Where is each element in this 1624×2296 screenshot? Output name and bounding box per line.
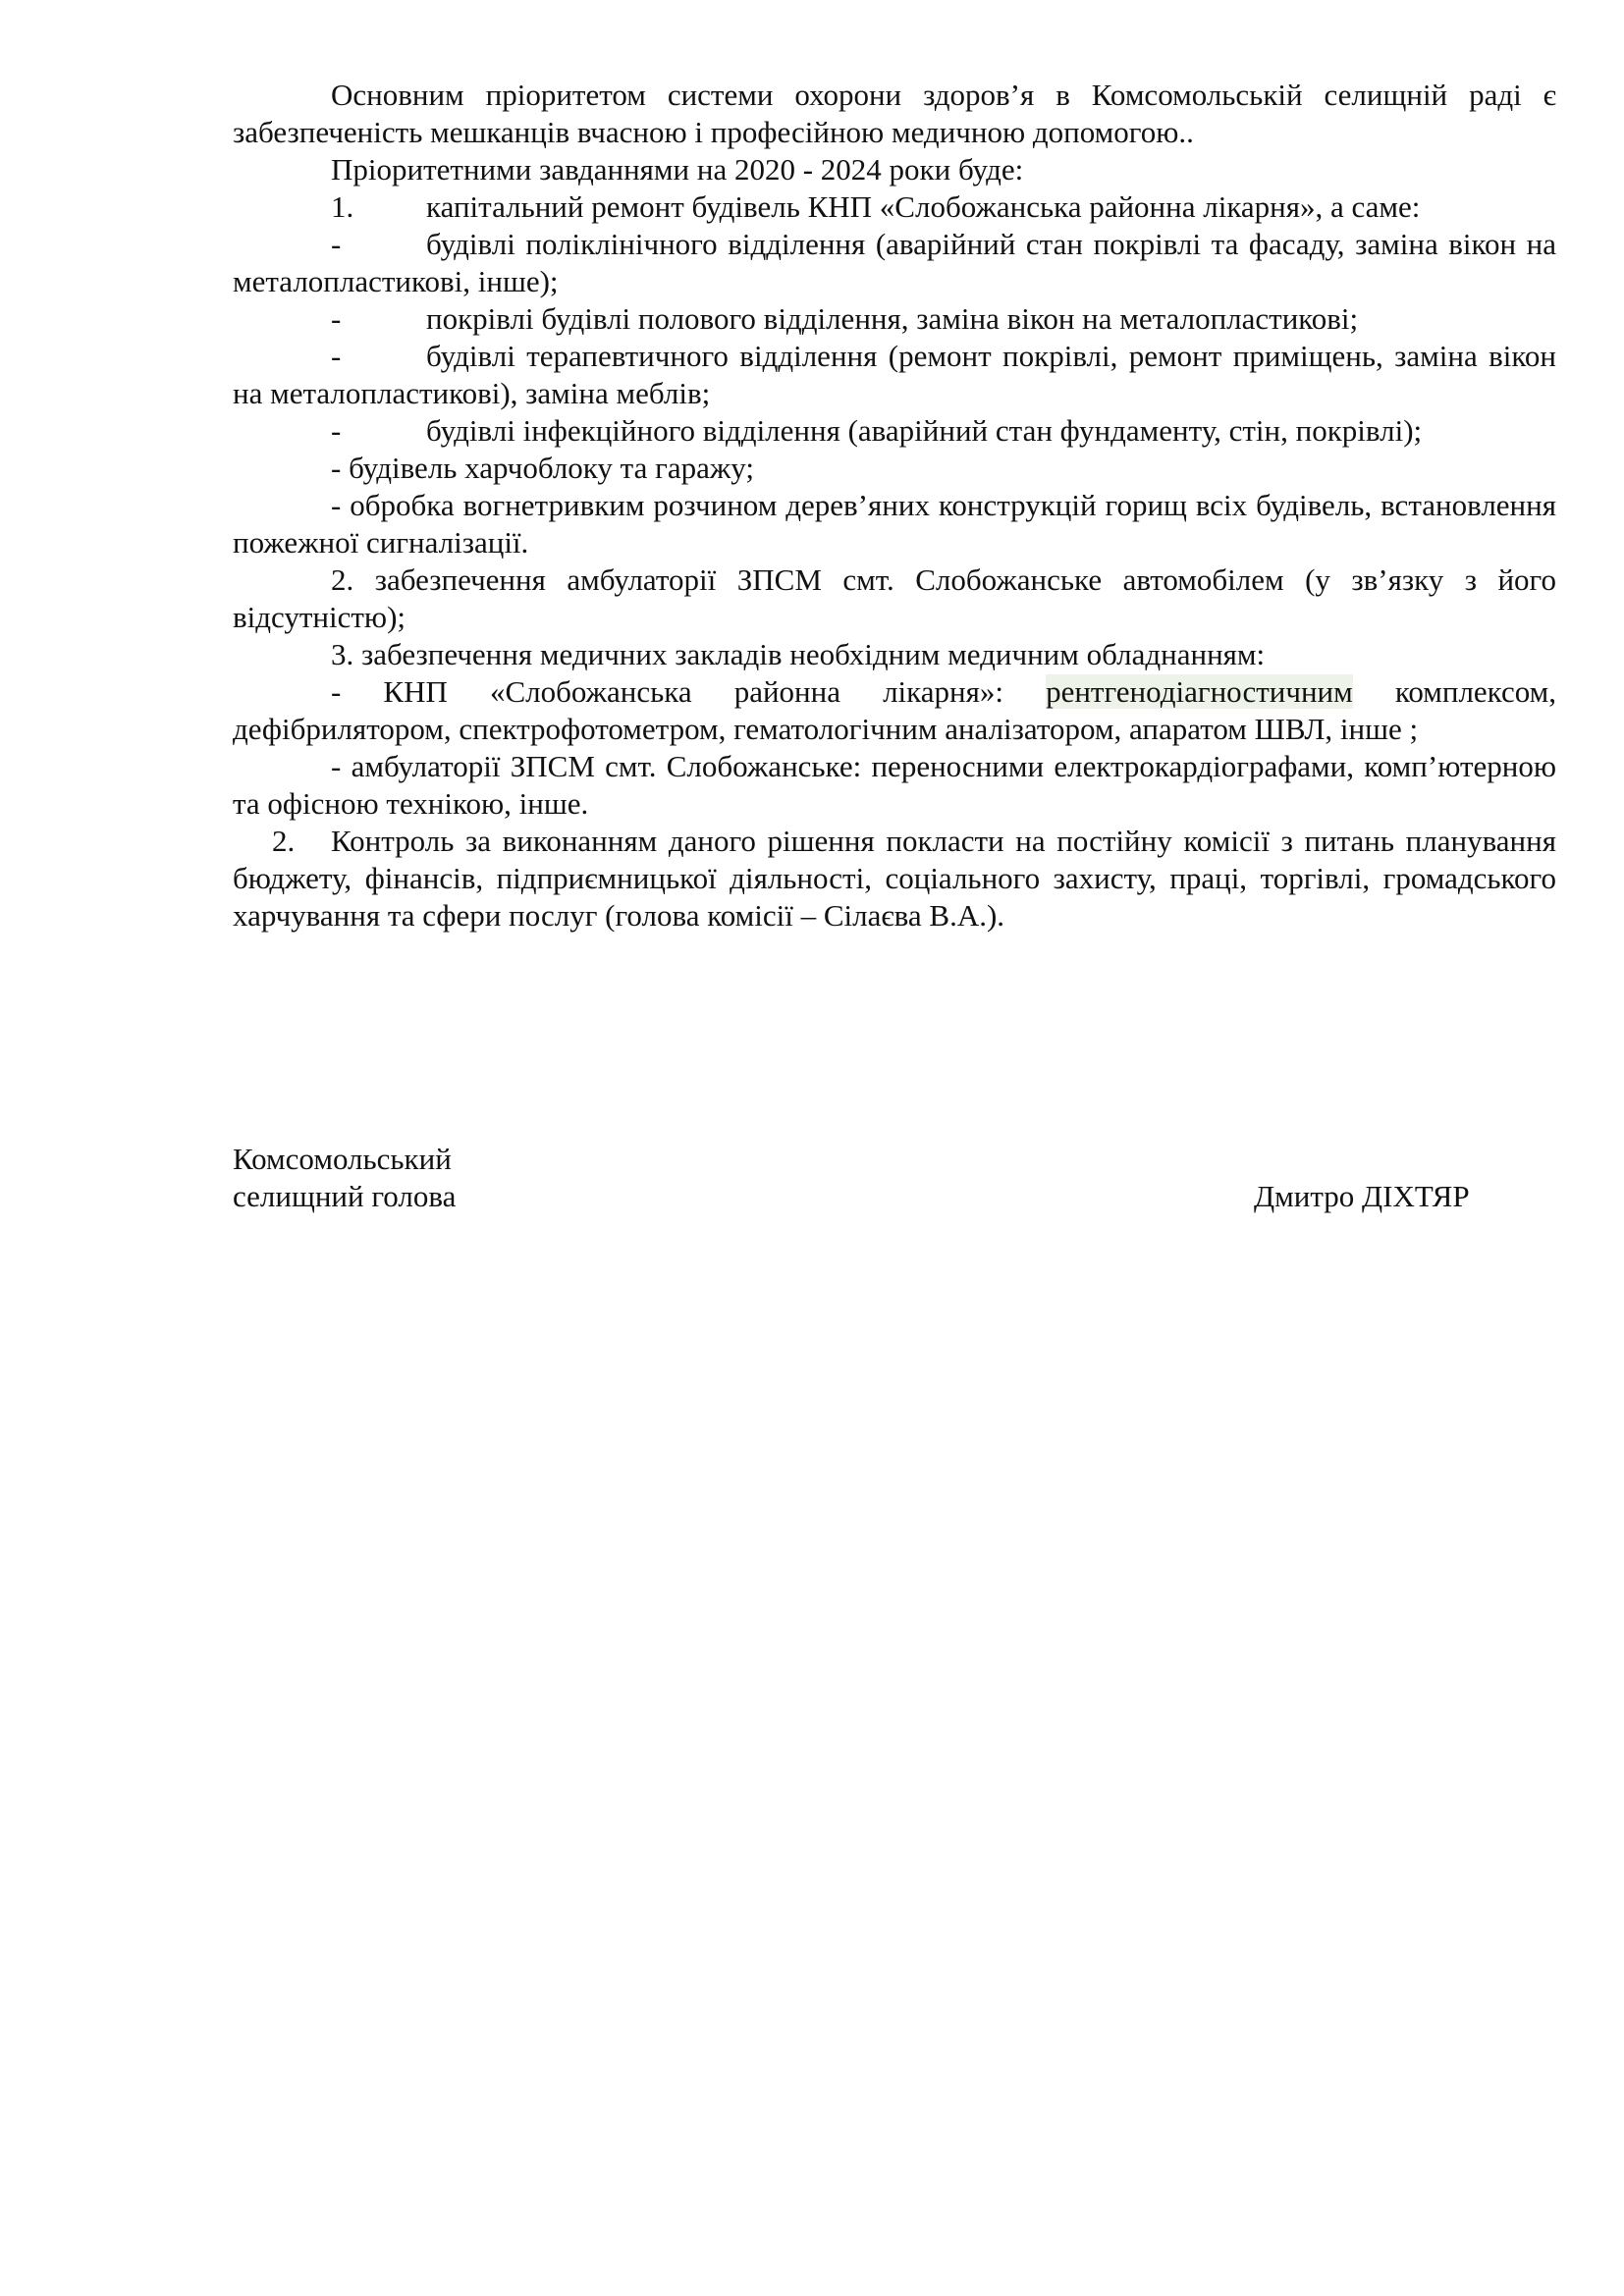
- sub-item-text: будівлі терапевтичного відділення (ремонт покрівлі, ремонт приміщень, заміна вікон на металопластикові), заміна меблів;: [233, 339, 1556, 410]
- list-item-2: 2. забезпечення амбулаторії ЗПСМ смт. Слобожанське автомобілем (у зв’язку з його відсутністю);: [233, 562, 1556, 634]
- list-item-1: [233, 188, 1556, 226]
- signatory-title-line1: Комсомольський: [233, 1142, 452, 1176]
- sub-item-ambulatory-equipment: - амбулаторії ЗПСМ смт. Слобожанське: переносними електрокардіографами, комп’ютерною та офісною технікою, інше.: [233, 749, 1556, 821]
- sub-item-polyclinic: [233, 226, 1556, 300]
- signatory-name: Дмитро ДІХТЯР: [1254, 1179, 1470, 1213]
- resolution-point-text: Контроль за виконанням даного рішення покласти на постійну комісії з питань планування бюджету, фінансів, підприємницької діяльності, соціального захисту, праці, торгівлі, громадського харчування та сфери послуг (голова комісії – Сілаєва В.А.).: [233, 824, 1556, 933]
- list-marker: -: [331, 413, 342, 448]
- sub-item-text: покрівлі будівлі полового відділення, заміна вікон на металопластикові;: [426, 301, 1359, 336]
- sub-item-fireproofing: - обробка вогнетривким розчином дерев’яних конструкцій горищ всіх будівель, встановлення пожежної сигналізації.: [233, 488, 1556, 560]
- highlighted-text: рентгенодіагностичним: [1046, 674, 1353, 709]
- signatory-title-line2: селищний голова: [233, 1179, 457, 1213]
- list-marker: 2.: [272, 824, 296, 858]
- list-marker: -: [331, 301, 342, 336]
- list-marker: 1.: [331, 189, 354, 224]
- list-marker: -: [331, 227, 342, 261]
- sub-item-maternity: [233, 300, 1556, 338]
- sub-item-text-end: комплексом, дефібрилятором, спектрофотометром, гематологічним аналізатором, апаратом ШВЛ, інше ;: [233, 674, 1556, 746]
- sub-item-text: будівлі поліклінічного відділення (аварійний стан покрівлі та фасаду, заміна вікон на металопластикові, інше);: [233, 227, 1556, 298]
- resolution-point-2: [233, 823, 1556, 934]
- list-item-text: капітальний ремонт будівель КНП «Слобожанська районна лікарня», а саме:: [426, 189, 1421, 224]
- paragraph-priorities-heading: Пріоритетними завданнями на 2020 - 2024 роки буде:: [331, 152, 1024, 187]
- sub-item-therapy: [233, 338, 1556, 412]
- list-item-3: 3. забезпечення медичних закладів необхідним медичним обладнанням:: [331, 637, 1266, 671]
- list-marker: -: [331, 339, 342, 373]
- sub-item-text: будівлі інфекційного відділення (аварійний стан фундаменту, стін, покрівлі);: [426, 413, 1423, 448]
- signatory-title: [233, 1141, 456, 1215]
- sub-item-text-start: - КНП «Слобожанська районна лікарня»:: [331, 674, 1047, 709]
- sub-item-catering: - будівель харчоблоку та гаражу;: [331, 451, 754, 485]
- sub-item-hospital-equipment: [233, 673, 1556, 748]
- paragraph-intro: Основним пріоритетом системи охорони здоров’я в Комсомольській селищній раді є забезпеченість мешканців вчасною і професійною медичною допомогою..: [233, 78, 1556, 149]
- sub-item-infectious: [233, 412, 1556, 450]
- signature-block: [233, 1141, 1556, 1219]
- document-body: [233, 77, 1556, 934]
